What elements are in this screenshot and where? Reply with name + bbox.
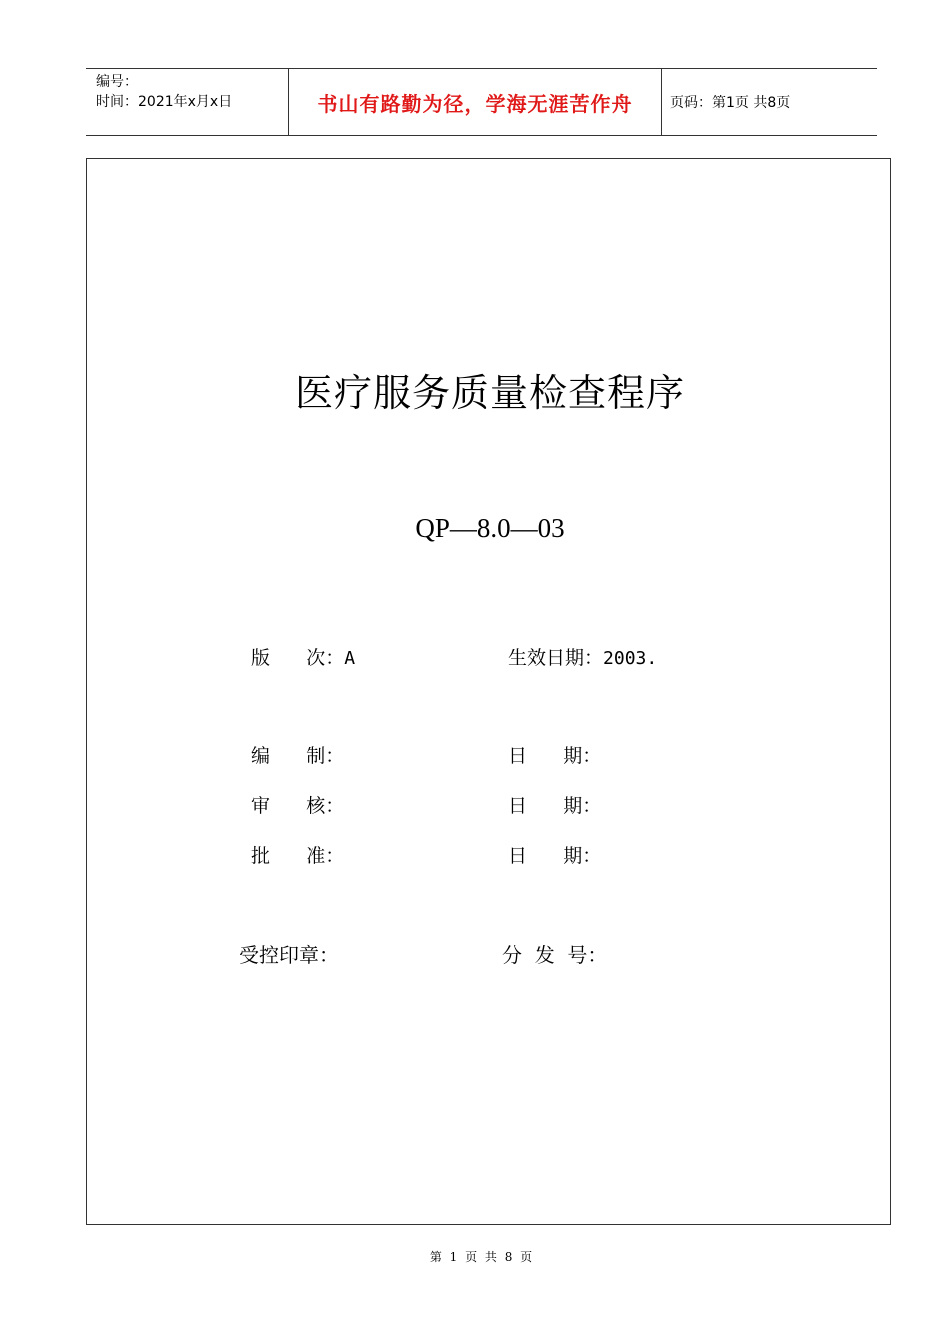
- document-frame: [86, 158, 891, 1225]
- version-value: A: [344, 648, 356, 669]
- controlled-seal-label: 受控印章：: [239, 943, 339, 967]
- header-motto: 书山有路勤为径，学海无涯苦作舟: [317, 91, 633, 116]
- effective-date-value: 2003.: [603, 648, 658, 669]
- version-field: [251, 646, 355, 671]
- header-motto-cell: [288, 69, 662, 135]
- approve-date-label: 日 期：: [508, 845, 602, 867]
- review-label: 审 核：: [251, 795, 345, 817]
- time-label: 时间：2021年x月x日: [96, 94, 233, 110]
- number-label: 编号：: [96, 74, 138, 90]
- review-date-label: 日 期：: [508, 795, 602, 817]
- document-title: 医疗服务质量检查程序: [294, 371, 685, 415]
- compile-label: 编 制：: [251, 745, 345, 767]
- version-label: 版 次：: [251, 647, 345, 669]
- header-page-info: 页码：第1页 共8页: [670, 95, 791, 111]
- distribution-number-label: 分 发 号：: [502, 943, 608, 967]
- approve-label: 批 准：: [251, 845, 345, 867]
- compile-date-label: 日 期：: [508, 745, 602, 767]
- page-footer: 第 1 页 共 8 页: [429, 1250, 535, 1264]
- header-meta: [86, 69, 288, 135]
- page-header: [86, 68, 877, 136]
- document-code: QP—8.0—03: [415, 513, 565, 543]
- effective-date-field: [508, 646, 657, 671]
- effective-date-label: 生效日期：: [508, 647, 604, 669]
